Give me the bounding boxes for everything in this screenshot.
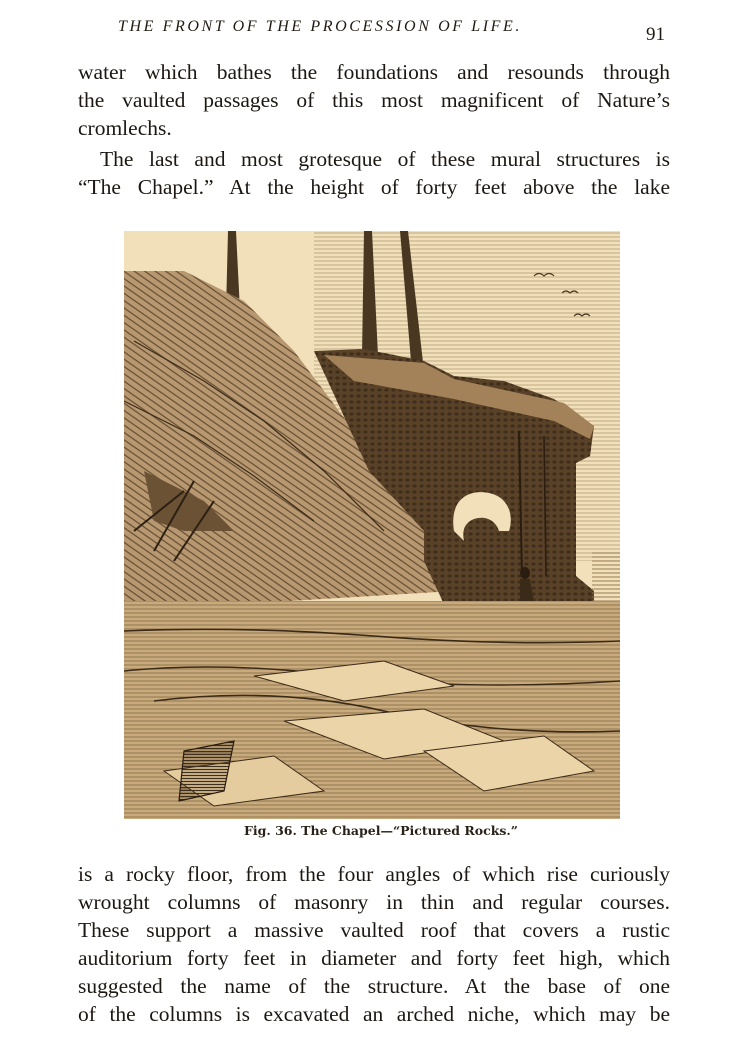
running-head: THE FRONT OF THE PROCESSION OF LIFE. xyxy=(118,18,522,35)
text-line: The last and most grotesque of these mural structures is xyxy=(100,147,670,171)
body-text-bottom xyxy=(78,860,670,1028)
text-line: auditorium forty feet in diameter and forty feet high, which xyxy=(78,946,670,970)
text-line: of the columns is excavated an arched niche, which may be xyxy=(78,1002,670,1026)
text-line: wrought columns of masonry in thin and regular courses. xyxy=(78,890,670,914)
text-line: is a rocky floor, from the four angles of which rise curiously xyxy=(78,862,670,886)
text-line: cromlechs. xyxy=(78,116,172,140)
paragraph xyxy=(78,145,670,201)
page-number: 91 xyxy=(646,24,665,45)
body-text-top xyxy=(78,58,670,201)
text-line: the vaulted passages of this most magnificent of Nature’s xyxy=(78,88,670,112)
text-line: suggested the name of the structure. At the base of one xyxy=(78,974,670,998)
text-line: water which bathes the foundations and resounds through xyxy=(78,60,670,84)
text-line: “The Chapel.” At the height of forty feet above the lake xyxy=(78,175,670,199)
paragraph xyxy=(78,58,670,142)
figure-caption: Fig. 36. The Chapel—“Pictured Rocks.” xyxy=(244,823,518,838)
text-line: These support a massive vaulted roof that covers a rustic xyxy=(78,918,670,942)
paragraph xyxy=(78,860,670,1028)
engraving-illustration xyxy=(124,231,620,819)
